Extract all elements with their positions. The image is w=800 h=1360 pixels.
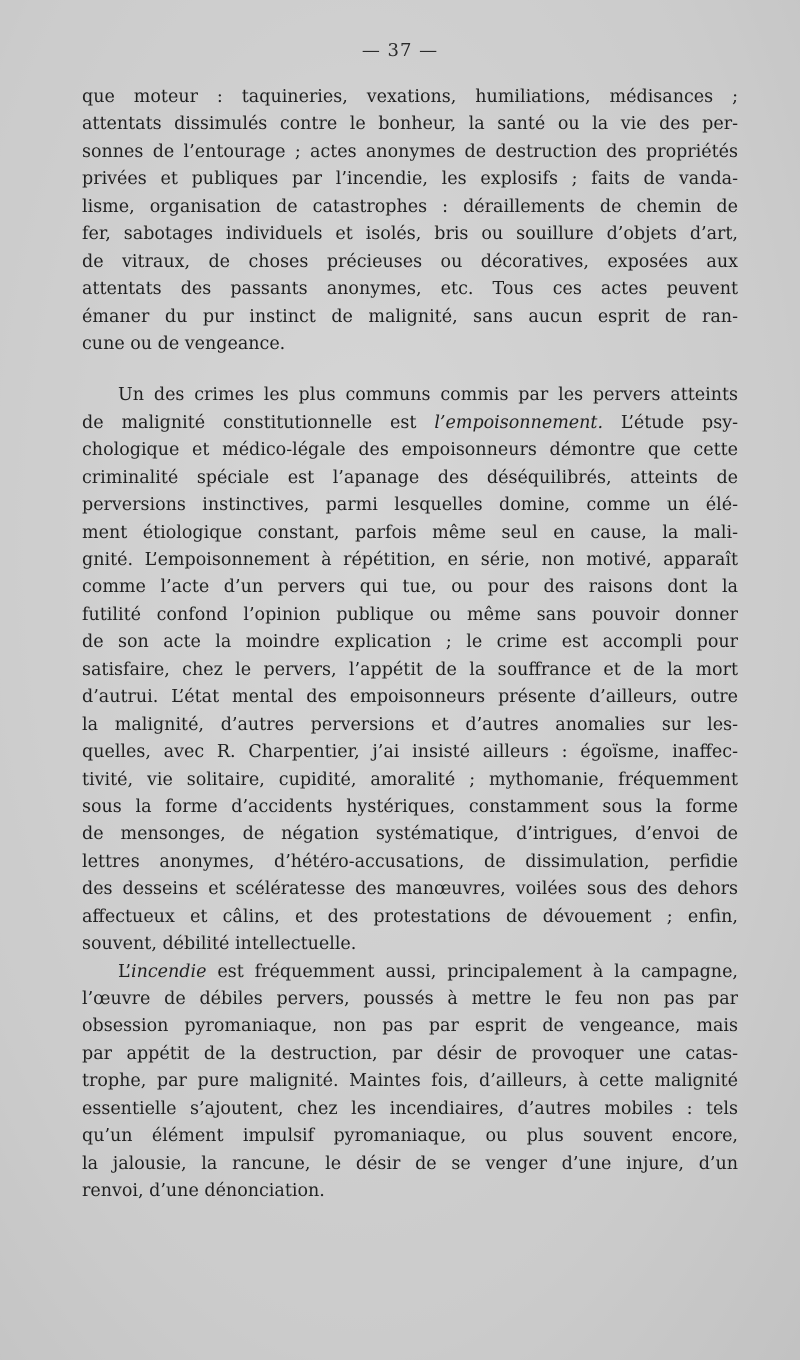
text-line: par appétit de la destruction, par désir de provoquer une catas-: [82, 1043, 738, 1064]
text-line: que moteur : taquineries, vexations, humiliations, médisances ;: [82, 87, 738, 107]
text-line: qu’un élément impulsif pyromaniaque, ou plus souvent encore,: [82, 1126, 738, 1147]
text-line: affectueux et câlins, et des protestations de dévouement ; enfin,: [82, 906, 738, 927]
text-line: cune ou de vengeance.: [82, 333, 286, 354]
text-line: lettres anonymes, d’hétéro-accusations, de dissimulation, perfidie: [82, 851, 738, 872]
text-line: futilité confond l’opinion publique ou même sans pouvoir donner: [82, 604, 738, 625]
body-text: [82, 84, 738, 1206]
text-line: privées et publiques par l’incendie, les explosifs ; faits de vanda-: [82, 169, 738, 190]
text-line: d’autrui. L’état mental des empoisonneurs présente d’ailleurs, outre: [82, 687, 738, 708]
text-line: de son acte la moindre explication ; le crime est accompli pour: [82, 632, 738, 653]
text-run: L’: [118, 961, 131, 982]
italic-term-incendie: incendie: [131, 961, 207, 982]
text-line: ment étiologique constant, parfois même seul en cause, la mali-: [82, 522, 738, 543]
text-line: de mensonges, de négation systématique, d’intrigues, d’envoi de: [82, 824, 738, 845]
text-line: émaner du pur instinct de malignité, sans aucun esprit de ran-: [82, 306, 738, 327]
text-run: de malignité constitutionnelle est: [82, 412, 435, 433]
paragraph-3: [82, 959, 738, 1206]
text-line: des desseins et scélératesse des manœuvres, voilées sous des dehors: [82, 879, 738, 900]
text-line: sonnes de l’entourage ; actes anonymes de destruction des propriétés: [82, 141, 738, 162]
paragraph-1: [82, 84, 738, 358]
text-line: quelles, avec R. Charpentier, j’ai insisté ailleurs : égoïsme, inaffec-: [82, 742, 738, 763]
text-line: sous la forme d’accidents hystériques, constamment sous la forme: [82, 796, 738, 817]
text-line: l’œuvre de débiles pervers, poussés à mettre le feu non pas par: [82, 989, 738, 1009]
text-line: comme l’acte d’un pervers qui tue, ou pour des raisons dont la: [82, 577, 738, 598]
text-line: obsession pyromaniaque, non pas par esprit de vengeance, mais: [82, 1016, 738, 1037]
text-line: attentats dissimulés contre le bonheur, la santé ou la vie des per-: [82, 114, 738, 135]
text-line: tivité, vie solitaire, cupidité, amoralité ; mythomanie, fréquemment: [82, 769, 738, 790]
text-line: trophe, par pure malignité. Maintes fois, d’ailleurs, à cette malignité: [82, 1071, 738, 1092]
text-line: Un des crimes les plus communs commis par les pervers atteints: [118, 385, 738, 406]
text-line: la jalousie, la rancune, le désir de se venger d’une injure, d’un: [82, 1153, 738, 1174]
text-line: la malignité, d’autres perversions et d’autres anomalies sur les-: [82, 714, 738, 735]
text-line: renvoi, d’une dénonciation.: [82, 1181, 325, 1202]
text-line: fer, sabotages individuels et isolés, bris ou souillure d’objets d’art,: [82, 224, 738, 245]
text-line: lisme, organisation de catastrophes : déraillements de chemin de: [82, 196, 738, 217]
text-line: de vitraux, de choses précieuses ou décoratives, exposées aux: [82, 251, 738, 272]
text-line: chologique et médico-légale des empoisonneurs démontre que cette: [82, 440, 738, 461]
text-line: souvent, débilité intellectuelle.: [82, 934, 357, 955]
text-run: est fréquemment aussi, principalement à la campagne,: [206, 961, 738, 982]
text-line: criminalité spéciale est l’apanage des déséquilibrés, atteints de: [82, 467, 738, 488]
text-line: essentielle s’ajoutent, chez les incendiaires, d’autres mobiles : tels: [82, 1098, 738, 1119]
text-line: [82, 410, 738, 437]
text-line: perversions instinctives, parmi lesquelles domine, comme un élé-: [82, 495, 738, 516]
text-line: satisfaire, chez le pervers, l’appétit de la souffrance et de la mort: [82, 659, 738, 680]
text-line: attentats des passants anonymes, etc. Tous ces actes peuvent: [82, 279, 738, 300]
paragraph-spacer: [82, 358, 738, 382]
text-run: L’étude psy-: [603, 412, 738, 433]
italic-term-empoisonnement: l’empoisonnement.: [434, 412, 604, 433]
page-number: — 37 —: [361, 40, 439, 61]
text-line: [82, 959, 738, 986]
paragraph-2: [82, 382, 738, 958]
text-line: gnité. L’empoisonnement à répétition, en série, non motivé, apparaît: [82, 550, 738, 570]
